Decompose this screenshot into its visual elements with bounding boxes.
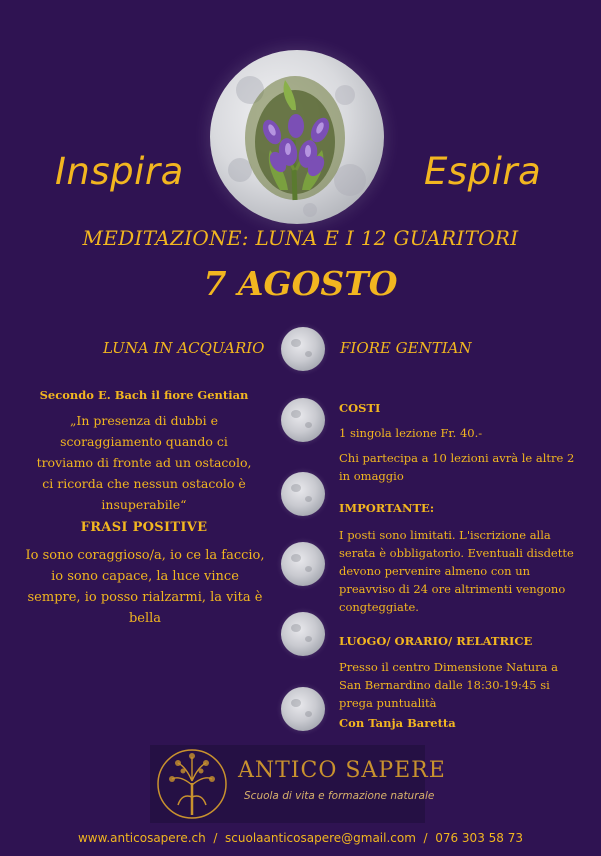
espira-title: Espira — [424, 150, 542, 193]
costi-single-price: 1 singola lezione Fr. 40.- — [339, 426, 483, 440]
luogo-text: Presso il centro Dimensione Natura a San Bernardino dalle 18:30-19:45 si prega puntualità — [339, 660, 558, 710]
event-date: 7 AGOSTO — [203, 264, 398, 303]
fiore-label: FIORE GENTIAN — [340, 339, 472, 357]
moon-icon — [281, 687, 325, 731]
bach-heading: Secondo E. Bach il fiore Gentian — [39, 388, 249, 402]
logo-name: ANTICO SAPERE — [238, 758, 446, 783]
importante-text: I posti sono limitati. L'iscrizione alla serata è obbligatorio. Eventuali disdette devono pervenire almeno con un preavviso di 24 ore altrimenti vengono congteggiate. — [339, 528, 574, 614]
importante-heading: IMPORTANTE: — [339, 501, 435, 515]
tree-of-life-logo — [152, 745, 232, 823]
luna-label: LUNA IN ACQUARIO — [103, 339, 265, 357]
costi-offer: Chi partecipa a 10 lezioni avrà le altre 2 in omaggio — [339, 451, 575, 483]
frasi-text: Io sono coraggioso/a, io ce la faccio, io sono capace, la luce vince sempre, io posso rialzarmi, la vita è bella — [25, 548, 265, 626]
moon-icon — [281, 472, 325, 516]
frasi-heading: FRASI POSITIVE — [80, 520, 208, 535]
costi-heading: COSTI — [339, 401, 381, 415]
moon-icon — [281, 542, 325, 586]
moon-icon — [281, 327, 325, 371]
relatrice-name: Con Tanja Baretta — [339, 716, 456, 730]
moon-icon — [281, 612, 325, 656]
logo-tagline: Scuola di vita e formazione naturale — [244, 790, 435, 802]
inspira-title: Inspira — [55, 150, 184, 193]
luogo-heading: LUOGO/ ORARIO/ RELATRICE — [339, 634, 533, 648]
moon-icon — [281, 398, 325, 442]
contact-footer: www.anticosapere.ch / scuolaanticosapere@gmail.com / 076 303 58 73 — [77, 831, 523, 845]
moon-flower-image — [210, 50, 384, 224]
bach-quote: „In presenza di dubbi e scoraggiamento quando ci troviamo di fronte ad un ostacolo, ci ricorda che nessun ostacolo è insuperabile“ — [36, 413, 252, 512]
event-subtitle: MEDITAZIONE: LUNA E I 12 GUARITORI — [82, 226, 519, 250]
